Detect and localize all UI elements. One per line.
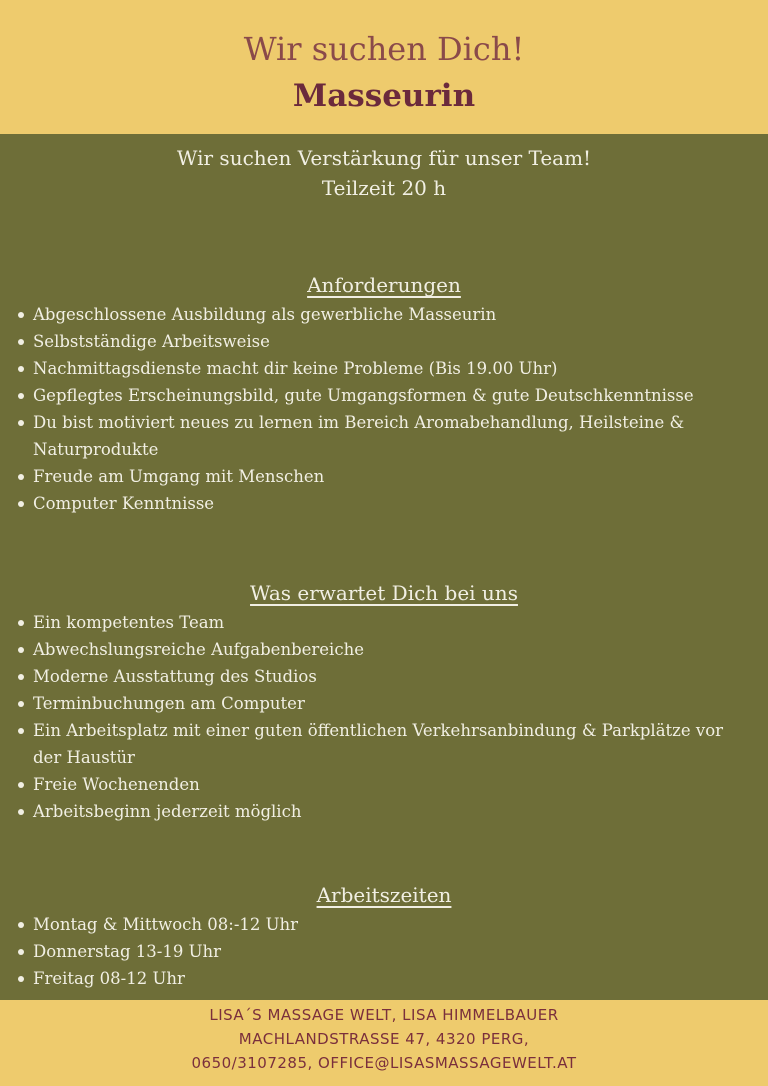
list-item: Moderne Ausstattung des Studios	[33, 663, 733, 690]
list-item: Du bist motiviert neues zu lernen im Bereich Aromabehandlung, Heilsteine & Naturprodukte	[33, 409, 733, 463]
offer-section	[0, 578, 768, 825]
list-item: Ein Arbeitsplatz mit einer guten öffentlichen Verkehrsanbindung & Parkplätze vor der Haustür	[33, 717, 733, 771]
footer-contact	[0, 1000, 768, 1086]
list-item: Abgeschlossene Ausbildung als gewerbliche Masseurin	[33, 301, 733, 328]
list-item: Freie Wochenenden	[33, 771, 733, 798]
requirements-list	[0, 301, 733, 517]
list-item: Gepflegtes Erscheinungsbild, gute Umgangsformen & gute Deutschkenntnisse	[33, 382, 733, 409]
intro-line-hours: Teilzeit 20 h	[321, 176, 447, 200]
footer-phone-email: 0650/3107285, OFFICE@LISASMASSAGEWELT.AT	[191, 1054, 577, 1072]
list-item: Montag & Mittwoch 08:-12 Uhr	[33, 911, 733, 938]
list-item: Nachmittagsdienste macht dir keine Probleme (Bis 19.00 Uhr)	[33, 355, 733, 382]
list-item: Arbeitsbeginn jederzeit möglich	[33, 798, 733, 825]
requirements-heading: Anforderungen	[307, 273, 461, 297]
list-item: Selbstständige Arbeitsweise	[33, 328, 733, 355]
list-item: Computer Kenntnisse	[33, 490, 733, 517]
requirements-section	[0, 270, 768, 517]
job-title: Masseurin	[292, 78, 476, 114]
hours-heading: Arbeitszeiten	[316, 883, 452, 907]
list-item: Terminbuchungen am Computer	[33, 690, 733, 717]
offer-list	[0, 609, 733, 825]
list-item: Donnerstag 13-19 Uhr	[33, 938, 733, 965]
footer-company: LISA´S MASSAGE WELT, LISA HIMMELBAUER	[209, 1006, 559, 1024]
hours-section	[0, 880, 768, 992]
list-item: Ein kompetentes Team	[33, 609, 733, 636]
list-item: Abwechslungsreiche Aufgabenbereiche	[33, 636, 733, 663]
intro-line-team: Wir suchen Verstärkung für unser Team!	[176, 146, 592, 170]
list-item: Freude am Umgang mit Menschen	[33, 463, 733, 490]
header-kicker: Wir suchen Dich!	[243, 30, 525, 68]
intro-text	[0, 143, 768, 203]
header-banner	[0, 0, 768, 134]
footer-address: MACHLANDSTRASSE 47, 4320 PERG,	[238, 1030, 530, 1048]
list-item: Freitag 08-12 Uhr	[33, 965, 733, 992]
hours-list	[0, 911, 733, 992]
offer-heading: Was erwartet Dich bei uns	[250, 581, 518, 605]
